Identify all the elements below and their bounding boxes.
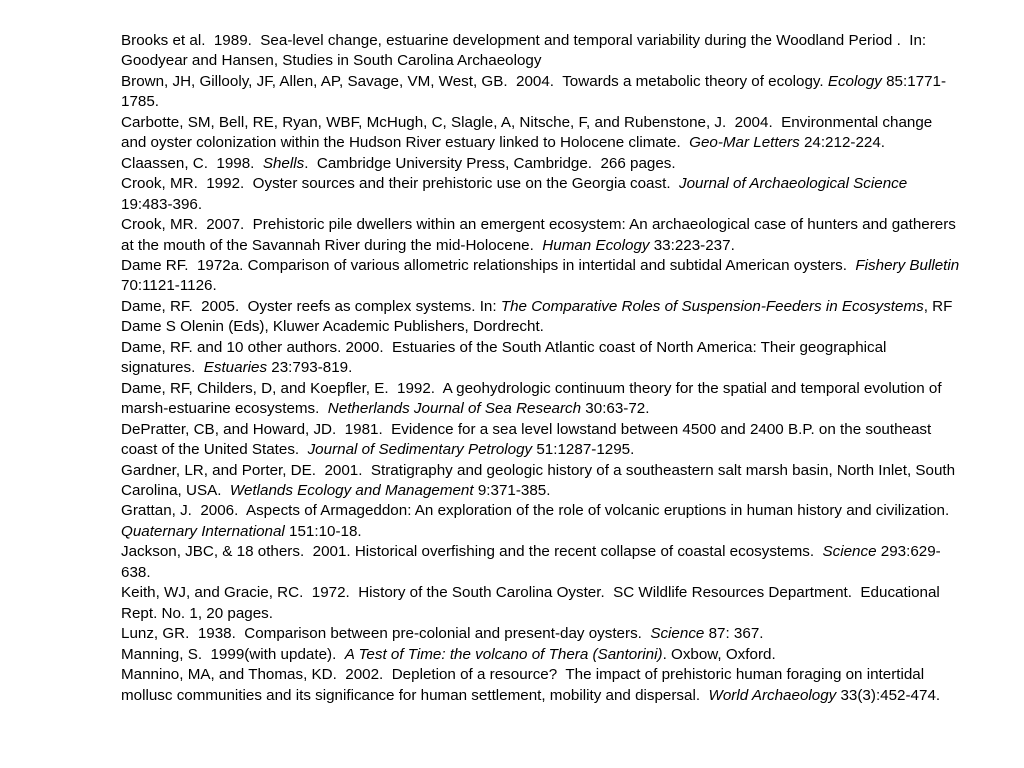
- reference-text: Dame, RF. and 10 other authors. 2000. Estuaries of the South Atlantic coast of North America: Their geographical signatures.: [121, 338, 891, 377]
- reference-source-title: Fishery Bulletin: [855, 256, 960, 274]
- reference-text: . Cambridge University Press, Cambridge. 266 pages.: [304, 154, 676, 172]
- reference-source-title: Quaternary International: [121, 522, 285, 540]
- reference-entry: [121, 420, 961, 461]
- reference-text: Crook, MR. 2007. Prehistoric pile dwellers within an emergent ecosystem: An archaeological case of hunters and gatherers at the mouth of the Savannah River during the mid-Holocene.: [121, 216, 961, 254]
- reference-text: Dame, RF, Childers, D, and Koepfler, E. 1992. A geohydrologic continuum theory for the spatial and temporal evolution of marsh-estuarine ecosystems.: [121, 379, 946, 418]
- reference-list: [121, 31, 964, 706]
- reference-entry: [121, 72, 961, 113]
- reference-entry: [121, 665, 961, 706]
- reference-text: 24:212-224.: [799, 134, 886, 152]
- reference-source-title: The Comparative Roles of Suspension-Feeders in Ecosystems: [500, 297, 924, 315]
- reference-entry: [121, 113, 961, 154]
- reference-text: 33:223-237.: [649, 236, 735, 254]
- reference-text: Mannino, MA, and Thomas, KD. 2002. Depletion of a resource? The impact of prehistoric human foraging on intertidal mollusc communities and its significance for human settlement, mobility and dispersal.: [121, 666, 929, 704]
- reference-text: 85:1771-1785.: [121, 72, 947, 111]
- reference-source-title: Geo-Mar Letters: [689, 134, 800, 152]
- reference-source-title: Journal of Archaeological Science: [678, 175, 908, 193]
- reference-text: 9:371-385.: [473, 481, 551, 499]
- reference-text: 87: 367.: [704, 625, 764, 643]
- reference-text: Dame RF. 1972a. Comparison of various allometric relationships in intertidal and subtidal American oysters.: [121, 256, 856, 274]
- reference-source-title: A Test of Time: the volcano of Thera (Santorini): [344, 645, 663, 663]
- reference-entry: [121, 583, 961, 624]
- reference-source-title: Science: [650, 625, 705, 643]
- reference-entry: [121, 297, 961, 338]
- reference-entry: [121, 154, 961, 174]
- reference-text: 70:1121-1126.: [121, 256, 964, 295]
- reference-entry: [121, 645, 961, 665]
- reference-text: Gardner, LR, and Porter, DE. 2001. Stratigraphy and geologic history of a southeastern salt marsh basin, North Inlet, South Carolina, USA.: [121, 461, 960, 499]
- reference-text: Lunz, GR. 1938. Comparison between pre-colonial and present-day oysters.: [121, 625, 651, 643]
- reference-text: 30:63-72.: [581, 400, 650, 418]
- reference-source-title: Human Ecology: [542, 236, 650, 254]
- reference-entry: [121, 501, 961, 542]
- reference-source-title: Ecology: [827, 72, 882, 90]
- reference-text: Grattan, J. 2006. Aspects of Armageddon: An exploration of the role of volcanic eruptions in human history and civilization.: [121, 502, 958, 520]
- reference-text: 151:10-18.: [284, 522, 362, 540]
- reference-text: Keith, WJ, and Gracie, RC. 1972. History of the South Carolina Oyster. SC Wildlife Resources Department. Educational Rept. No. 1, 20 pages.: [121, 584, 945, 622]
- reference-entry: [121, 542, 961, 583]
- reference-entry: [121, 256, 964, 297]
- reference-text: , RF Dame S Olenin (Eds), Kluwer Academic Publishers, Dordrecht.: [121, 297, 957, 336]
- reference-text: . Oxbow, Oxford.: [662, 645, 776, 663]
- reference-text: 51:1287-1295.: [532, 441, 635, 459]
- reference-entry: [121, 215, 961, 256]
- reference-entry: [121, 338, 961, 379]
- reference-text: Jackson, JBC, & 18 others. 2001. Historical overfishing and the recent collapse of coastal ecosystems.: [121, 543, 823, 561]
- reference-text: DePratter, CB, and Howard, JD. 1981. Evidence for a sea level lowstand between 4500 and 2400 B.P. on the southeast coast of the United States.: [121, 420, 936, 459]
- reference-source-title: Shells: [262, 154, 305, 172]
- reference-text: Dame, RF. 2005. Oyster reefs as complex systems. In:: [121, 297, 501, 315]
- reference-source-title: World Archaeology: [708, 686, 837, 704]
- reference-text: Brooks et al. 1989. Sea-level change, estuarine development and temporal variability during the Woodland Period . In: Goodyear and Hansen, Studies in South Carolina Archaeology: [121, 32, 931, 70]
- reference-text: 33(3):452-474.: [836, 686, 941, 704]
- reference-source-title: Science: [822, 543, 877, 561]
- reference-text: 23:793-819.: [267, 359, 353, 377]
- reference-entry: [121, 31, 961, 72]
- reference-entry: [121, 624, 961, 644]
- reference-entry: [121, 379, 961, 420]
- reference-text: Claassen, C. 1998.: [121, 154, 263, 172]
- reference-source-title: Estuaries: [203, 359, 268, 377]
- reference-source-title: Netherlands Journal of Sea Research: [327, 400, 582, 418]
- reference-text: Carbotte, SM, Bell, RE, Ryan, WBF, McHugh, C, Slagle, A, Nitsche, F, and Rubenstone, J. 2004. Environmental change and oyster colonization within the Hudson River estuary linked to Holocene climate.: [121, 113, 937, 152]
- reference-text: 293:629-638.: [121, 543, 941, 581]
- reference-source-title: Wetlands Ecology and Management: [229, 481, 474, 499]
- reference-text: 19:483-396.: [121, 175, 912, 213]
- reference-entry: [121, 174, 961, 215]
- reference-entry: [121, 461, 961, 502]
- reference-source-title: Journal of Sedimentary Petrology: [307, 441, 533, 459]
- reference-text: Manning, S. 1999(with update).: [121, 645, 345, 663]
- reference-text: Brown, JH, Gillooly, JF, Allen, AP, Savage, VM, West, GB. 2004. Towards a metabolic theory of ecology.: [121, 72, 828, 90]
- reference-text: Crook, MR. 1992. Oyster sources and their prehistoric use on the Georgia coast.: [121, 175, 679, 193]
